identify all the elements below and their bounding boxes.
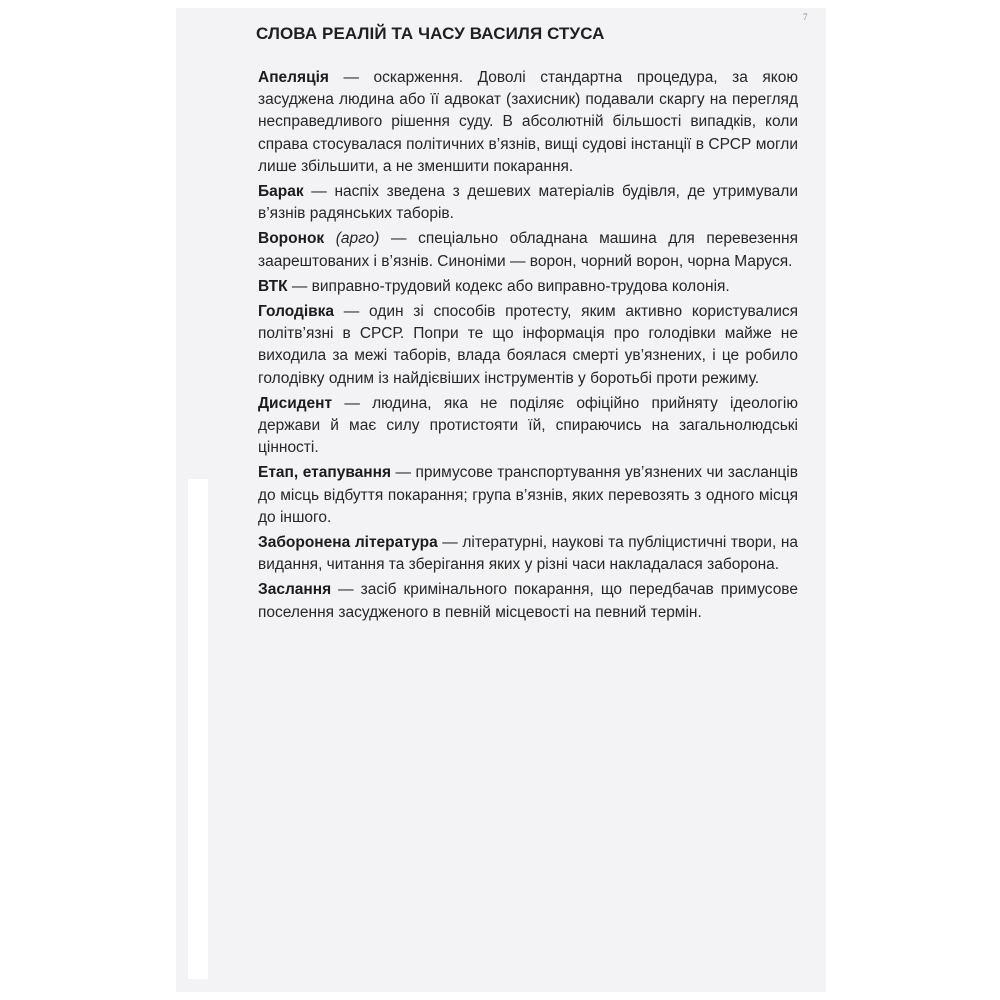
glossary-definition: — примусове транспортування ув’язнених чи засланців до місць відбуття покарання; група в’язнів, яких перевозять з одного місця до іншого. xyxy=(258,464,798,526)
glossary-term: Заслання xyxy=(258,581,332,599)
glossary-term-note: (арго) xyxy=(324,230,380,248)
glossary-term: Дисидент xyxy=(258,394,333,412)
glossary-entry xyxy=(258,462,798,529)
page-number: 7 xyxy=(803,12,808,22)
glossary-entry xyxy=(258,532,798,576)
glossary-definition: — людина, яка не поділяє офіційно прийняту ідеологію держави й має силу протистояти їй, спираючись на загальнолюдські цінності. xyxy=(258,394,798,457)
glossary-entry xyxy=(258,67,798,178)
glossary-definition: — один зі способів протесту, яким активно користувалися політв’язні в СРСР. Попри те що інформація про голодівки майже не виходила за межі таборів, влада боялася смерті ув’язнених, і це робило голодівку одним із найдієвіших інструментів у боротьбі проти режиму. xyxy=(258,303,798,387)
glossary-term: Етап, етапування xyxy=(258,464,392,482)
glossary-term: ВТК xyxy=(258,277,288,295)
glossary-entry xyxy=(258,181,798,225)
glossary-entry xyxy=(258,393,798,460)
glossary-term: Воронок xyxy=(258,230,325,248)
glossary-definition: — оскарження. Доволі стандартна процедура, за якою засуджена людина або її адвокат (захисник) подавали скаргу на перегляд несправедливого рішення суду. В абсолютній більшості випадків, коли справа стосувалася політичних в’язнів, вищі судові інстанції в СРСР могли лише збільшити, а не зменшити покарання. xyxy=(258,69,798,175)
glossary-term: Барак xyxy=(258,183,304,201)
glossary-entry xyxy=(258,228,798,272)
glossary-definition: — наспіх зведена з дешевих матеріалів будівля, де утримували в’язнів радянських таборів. xyxy=(258,183,798,223)
page-margin-strip xyxy=(188,479,208,979)
glossary-definition: — виправно-трудовий кодекс або виправно-трудова колонія. xyxy=(287,277,730,295)
glossary-entry xyxy=(258,276,798,298)
glossary-term: Апеляція xyxy=(258,69,329,86)
glossary-term: Голодівка xyxy=(258,303,335,321)
glossary-definition: — літературні, наукові та публіцистичні твори, на видання, читання та зберігання яких у різні часи накладалася заборона. xyxy=(258,534,798,574)
glossary-definition: — засіб кримінального покарання, що передбачав примусове поселення засудженого в певній місцевості на певний термін. xyxy=(258,581,798,621)
glossary-term: Заборонена література xyxy=(258,534,438,552)
page-title: СЛОВА РЕАЛІЙ ТА ЧАСУ ВАСИЛЯ СТУСА xyxy=(256,24,605,43)
glossary xyxy=(258,67,798,627)
glossary-entry xyxy=(258,579,798,623)
glossary-entry xyxy=(258,301,798,390)
glossary-definition: — спеціально обладнана машина для перевезення заарештованих і в’язнів. Синоніми — ворон, чорний ворон, чорна Маруся. xyxy=(258,230,799,270)
